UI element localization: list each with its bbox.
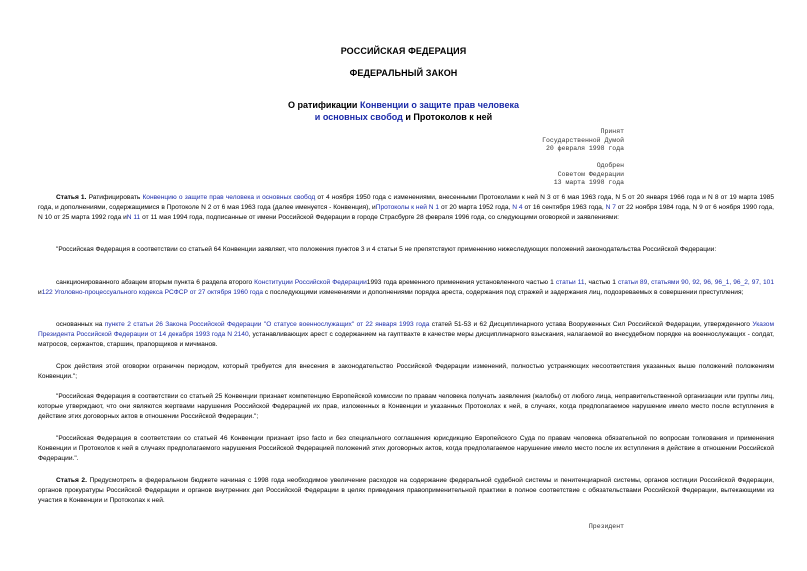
constitution-link[interactable]: Конституции Российской Федерации [254,279,367,286]
reservation-term [38,362,774,382]
articles-90-101-link[interactable]: статьями 90, 92, 96, 96_1, 96_2, 97, 101 [651,279,774,286]
article-1-text: от 11 мая 1994 года, подписанные от имени Российской Федерации в городе Страсбурге 28 февраля 1996 года, со следующими оговоркой и заявлениями: [140,214,619,222]
adopted-block [542,128,624,154]
paragraph-text: , устанавливающих арест с содержанием на гауптвахте в качестве меры дисциплинарного взыскания, налагаемой во внесудебном порядке на военнослужащих - солдат, матросов, сержантов, старшин, прапорщиков и мичманов. [38,331,774,349]
protocol-7-link[interactable]: N 7 [605,204,616,212]
declaration-article-25 [38,392,774,423]
convention-title-link-2[interactable]: и основных свобод [314,112,403,122]
approved-block [554,162,624,188]
article-1-text: от 22 ноября 1984 года, N 9 от 6 ноября 1990 года, N 10 от 25 марта 1992 года и [38,204,774,222]
paragraph-text: с последующими изменениями и дополнениями порядка ареста, содержания под стражей и задержания лиц, подозреваемых в совершении преступления; [263,289,744,297]
protocol-4-link[interactable]: N 4 [512,204,523,212]
adopted-date: 20 февраля 1998 года [545,145,624,153]
article-2-label: Статья 2. [56,477,87,484]
convention-link[interactable]: Конвенцию о защите прав человека и основных свобод [142,194,316,201]
country-heading: РОССИЙСКАЯ ФЕДЕРАЦИЯ [340,46,467,56]
reservation-item-1 [38,278,774,298]
reservation-term-text: Срок действия этой оговорки ограничен периодом, который требуется для внесения в законодательство Российской Федерации изменений, полностью устраняющих несоответствия указанных выше положений положениям Конвенции."; [38,363,774,381]
declaration-25-text: "Российская Федерация в соответствии со статьей 25 Конвенции признает компетенцию Европейской комиссии по правам человека получать заявления (жалобы) от любого лица, неправительственной организации или группы лиц, которые утверждают, что они являются жертвами нарушения Российской Федерацией их прав, изложенных в Конвенции и указанных Протоколах к ней, в случаях, когда предполагаемое нарушение имело место после вступления в действие этих договорных актов в отношении Российской Федерации."; [38,393,774,421]
title-text-2: и Протоколов к ней [402,112,493,122]
reservation-intro [38,245,774,255]
title-text: О ратификации [288,100,360,110]
article-1-text: от 16 сентября 1963 года, [522,204,606,212]
convention-title-link[interactable]: Конвенции о защите прав человека [359,100,519,110]
article-2-text: Предусмотреть в федеральном бюджете начиная с 1998 года необходимое увеличение расходов на содержание федеральной судебной системы и пенитенциарной системы, органов юстиции Российской Федерации, органов прокуратуры Российской Федерации и органов внутренних дел Российской Федерации в целях приведения правоприменительной практики в полное соответствие с обязательствами Российской Федерации, вытекающими из участия в Конвенции и Протоколах к ней. [38,477,774,505]
declaration-article-46 [38,434,774,465]
reservation-intro-text: "Российская Федерация в соответствии со статьей 64 Конвенции заявляет, что положения пунктов 3 и 4 статьи 5 не препятствуют применению нижеследующих положений законодательства Российской Федерации: [56,246,717,253]
adopted-label: Принят [600,128,624,135]
article-1-text: от 4 ноября 1950 года с изменениями, внесенными Протоколами к ней N 3 от 6 мая 1963 года, N 5 от 20 января 1966 года и N 8 от 19 марта 1985 года, и дополнениями, содержащимися в Протоколе N 2 от 6 мая 1963 года (далее именуется - Конвенция), и [38,194,774,212]
paragraph-text: санкционированного абзацем вторым пункта 6 раздела второго [56,279,255,286]
protocol-1-link[interactable]: Протоколы к ней N 1 [375,204,440,212]
protocol-11-link[interactable]: N 11 [126,214,141,222]
reservation-item-2 [38,320,774,351]
paragraph-text: основанных на [56,321,105,328]
paragraph-text: и [38,289,42,297]
law-title [0,99,807,123]
paragraph-text: 1993 года временного применения установленного частью 1 [366,279,556,286]
article-1-label: Статья 1. [56,194,87,201]
law-type-heading: ФЕДЕРАЛЬНЫЙ ЗАКОН [349,68,458,78]
approved-body: Советом Федерации [557,170,624,178]
paragraph-text: , частью 1 [584,279,618,286]
article-2 [38,476,774,507]
paragraph-text: , [647,279,652,286]
article-1-text: Ратифицировать [86,194,143,201]
article-89-link[interactable]: статьи 89 [618,279,648,286]
article-1-text: от 20 марта 1952 года, [439,204,513,212]
approved-label: Одобрен [596,162,624,169]
presidential-decree-link[interactable]: Указом Президента Российской Федерации от 14 декабря 1993 года N 2140 [38,321,774,339]
military-status-law-link[interactable]: пункте 2 статьи 26 Закона Российской Федерации "О статусе военнослужащих" от 22 января 1993 года [104,321,430,328]
declaration-46-text: "Российская Федерация в соответствии со статьей 46 Конвенции признает ipso facto и без специального соглашения юрисдикцию Европейского Суда по правам человека обязательной по вопросам толкования и применения Конвенции и Протоколов к ней в случаях предполагаемого нарушения Российской Федерацией положений этих договорных актов, когда предполагаемое нарушение имело место после их вступления в действие в отношении Российской Федерации.". [38,435,774,463]
president-signature-label [589,523,624,532]
article-1 [38,193,774,224]
adopted-body: Государственной Думой [542,136,624,144]
paragraph-text: статей 51-53 и 62 Дисциплинарного устава Вооруженных Сил Российской Федерации, утвержденного [429,321,753,328]
criminal-procedure-code-link[interactable]: 122 Уголовно-процессуального кодекса РСФСР от 27 октября 1960 года [41,289,264,297]
approved-date: 13 марта 1998 года [553,179,624,187]
article-11-link[interactable]: статьи 11 [555,279,585,286]
president-label: Президент [588,523,624,530]
